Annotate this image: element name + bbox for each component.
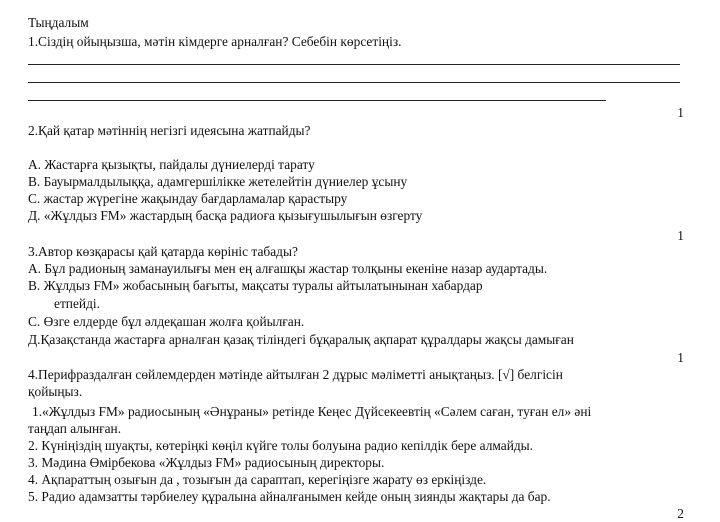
question-3-score: 1 xyxy=(677,350,684,365)
question-4: 4.Перифраздалған сөйлемдерден мәтінде айтылған 2 дұрыс мәліметті анықтаңыз. [√] белгісін xyxy=(28,367,563,382)
question-1: 1.Сіздің ойыңызша, мәтін кімдерге арналған? Себебін көрсетіңіз. xyxy=(28,34,402,49)
section-heading: Тыңдалым xyxy=(28,15,89,30)
q3-option-d: Д.Қазақстанда жастарға арналған қазақ тіліндегі бұқаралық ақпарат құралдары жақсы дамыған xyxy=(28,332,574,347)
question-3: 3.Автор көзқарасы қай қатарда көрініс табады? xyxy=(28,244,298,259)
q4-statement-2: 2. Күніңіздің шуақты, көтеріңкі көңіл күйге толы болуына радио кепілдік бере алмайды. xyxy=(28,438,534,453)
q2-option-b: В. Бауырмалдылыққа, адамгершілікке жетелейтін дүниелер ұсыну xyxy=(28,174,408,189)
question-1-score: 1 xyxy=(677,105,684,120)
answer-line-2 xyxy=(28,82,680,83)
q2-option-d: Д. «Жұлдыз FM» жастардың басқа радиоға қызығушылығын өзгерту xyxy=(28,208,423,223)
q3-option-a: А. Бұл радионың заманауилығы мен ең алғашқы жастар толқыны екеніне назар аудартады. xyxy=(28,261,548,276)
answer-line-1 xyxy=(28,64,680,65)
q3-option-b: В. Жұлдыз FM» жобасының бағыты, мақсаты туралы айтылатынынан хабардар xyxy=(28,278,483,293)
answer-line-3 xyxy=(28,100,606,101)
question-4-continuation: қойыңыз. xyxy=(28,384,83,399)
q2-option-c: С. жастар жүрегіне жақындау бағдарламалар қарастыру xyxy=(28,191,348,206)
q4-statement-4: 4. Ақпараттың озығын да , тозығын да сараптап, керегіңізге жарату өз еркіңізде. xyxy=(28,472,487,487)
q3-option-c: С. Өзге елдерде бұл әлдеқашан жолға қойылған. xyxy=(28,314,305,329)
q4-statement-1-continuation: таңдап алынған. xyxy=(28,421,122,436)
q2-option-a: А. Жастарға қызықты, пайдалы дүниелерді тарату xyxy=(28,157,315,172)
q4-statement-1: 1.«Жұлдыз FM» радиосының «Әнұраны» ретінде Кеңес Дүйсекеевтің «Сәлем саған, туған ел» әні xyxy=(32,404,592,419)
q3-option-b-continuation: етпейді. xyxy=(54,296,100,311)
question-4-score: 2 xyxy=(677,506,684,521)
q4-statement-3: 3. Мәдина Өмірбекова «Жұлдыз FM» радиосының директоры. xyxy=(28,455,385,470)
question-2-score: 1 xyxy=(677,228,684,243)
q4-statement-5: 5. Радио адамзатты тәрбиелеу құралына айналғанымен кейде оның зиянды жақтары да бар. xyxy=(28,489,551,504)
question-2: 2.Қай қатар мәтіннің негізгі идеясына жатпайды? xyxy=(28,123,311,138)
